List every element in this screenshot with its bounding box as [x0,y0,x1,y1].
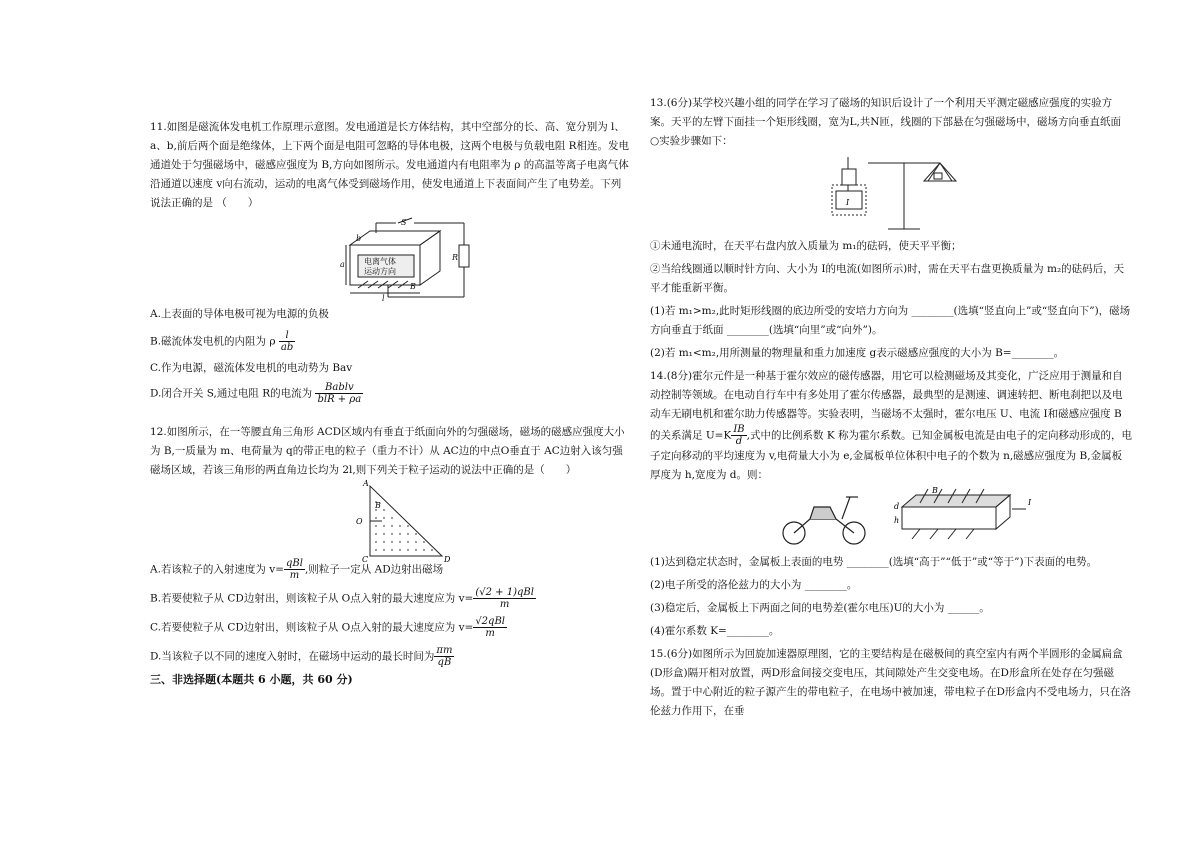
q13-step1: ①未通电流时，在天平右盘内放入质量为 m₁的砝码，使天平平衡； [650,240,962,252]
balance-figure [650,151,1132,233]
svg-text:B: B [932,486,938,495]
label-l: l [382,294,385,303]
q14-sub1: (1)达到稳定状态时，金属板上表面的电势 ________(选填“高于”“低于”或“等于”)下表面的电势。 [650,556,1098,568]
svg-text:I: I [846,198,850,207]
q11-option-d: D.闭合开关 S,通过电阻 R的电流为 $\frac{\text{Bablv}}{\text{blR + ρa}}$ [150,382,362,405]
q13-sub1: (1)若 m₁>m₂,此时矩形线圈的底边所受的安培力方向为 ________(选填“竖直向上”或“竖直向下”)，磁场方向垂直于纸面 ________(选填“向里”或“向外”)。 [650,305,1131,336]
q13-sub2: (2)若 m₁<m₂,用所测量的物理量和重力加速度 g表示磁感应强度的大小为 B=________。 [650,347,1065,359]
q14-sub3: (3)稳定后，金属板上下两面之间的电势差(霍尔电压)U的大小为 ______。 [650,602,990,614]
q12-option-b: B.若要使粒子从 CD边射出，则该粒子从 O点入射的最大速度应为 v= $\frac{\text{(√2 + 1)qBl}}{m}$ [150,587,534,610]
left-column [150,118,630,689]
label-B: B [410,282,416,291]
q12-option-d: D.当该粒子以不同的速度入射时，在磁场中运动的最长时间为 $\frac{\pi m}{qB}$ [150,645,453,668]
svg-text:d: d [894,502,900,511]
q11-option-c: C.作为电源，磁流体发电机的电动势为 Bav [150,362,353,374]
q13-stem: 13.(6分)某学校兴趣小组的同学在学习了磁场的知识后设计了一个利用天平测定磁感应强度的实验方案。天平的左臂下面挂一个矩形线圈，宽为L,共N匝，线圈的下部悬在匀强磁场中，磁场方向垂直纸面 ○实验步骤如下： [650,97,1121,147]
q11-option-b: B.磁流体发电机的内阻为 ρ $\frac{l}{ab}$ [150,330,294,353]
label-R: R [452,253,459,262]
field-dots [375,501,433,551]
label-b: b [356,234,362,243]
hall-figure [650,485,1132,551]
e-bike-icon [783,497,865,544]
svg-text:A: A [363,479,369,488]
q14-sub2: (2)电子所受的洛伦兹力的大小为 ________。 [650,579,858,591]
q14-sub4: (4)霍尔系数 K=________。 [650,625,780,637]
q12-stem: 12.如图所示，在一等腰直角三角形 ACD区域内有垂直于纸面向外的匀强磁场，磁场的磁感应强度大小为 B,一质量为 m、电荷量为 q的带正电的粒子（重力不计）从 AC边的中点O垂直于 AC边射入该匀强磁场区域，若该三角形的两直角边长均为 2l,则下列关于粒子运动的说法中正确的是（ ） [150,426,625,476]
svg-text:O: O [356,517,363,526]
section-heading: 三、非选择题(本题共 6 小题，共 60 分) [150,673,353,686]
svg-text:C: C [362,555,369,564]
svg-text:B: B [375,501,381,510]
svg-text:D: D [444,555,451,564]
label-a: a [340,260,345,269]
q11-option-a: A.上表面的导体电极可视为电源的负极 [150,308,329,320]
triangle-field-figure [150,479,630,564]
svg-text:h: h [894,516,900,525]
label-gas1: 电离气体 [364,257,396,266]
right-column [650,94,1132,721]
q11-stem: 11.如图是磁流体发电机工作原理示意图。发电通道是长方体结构，其中空部分的长、高、宽分别为 l、a、b,前后两个面是绝缘体，上下两个面是电阻可忽略的导体电极，这两个电极与负载电阻 R相连。发电通道处于匀强磁场中，磁感应强度为 B,方向如图所示。发电通道内有电阻率为 ρ 的高温等离子电离气体沿通道以速度 v向右流动，运动的电离气体受到磁场作用，使发电通道上下表面间产生了电势差。下列说法正确的是 （ ） [150,121,630,209]
q12-option-c: C.若要使粒子从 CD边射出，则该粒子从 O点入射的最大速度应为 v= $\frac{\text{√2qBl}}{m}$ [150,616,505,639]
label-gas2: 运动方向 [364,267,396,276]
q12-option-a: A.若该粒子的入射速度为 v= $\frac{\text{qBl}}{m}$ ,则粒子一定从 AD边射出磁场 [150,558,444,581]
q15-stem: 15.(6分)如图所示为回旋加速器原理图，它的主要结构是在磁极间的真空室内有两个半圆形的金属扁盒 (D形盒)隔开相对放置，两D形盒间接交变电压，其间隙处产生交变电场。在D形盒所在处存在匀强磁场。置于中心附近的粒子源产生的带电粒子，在电场中被加速，带电粒子在D形盒内不受电场力，只在洛伦兹力作用下，在垂 [650,648,1131,717]
q14-stem: 14.(8分)霍尔元件是一种基于霍尔效应的磁传感器，用它可以检测磁场及其变化，广泛应用于测量和自动控制等领域。在电动自行车中有多处用了霍尔传感器，最典型的是测速、调速转把、断电刹把以及电动车无刷电机和霍尔助力传感器等。实验表明，当磁场不太强时，霍尔电压 U、电流 I和磁感应强度 B的关系满足 U=K $\frac{IB}{d}$ ,式中的比例系数 K 称为霍尔系数。已知金属板电流是由电子的定向移动形成的，电子定向移动的平均速度为 v,电荷量大小为 e,金属板单位体积中电子的个数为 n,磁感应强度为 B,金属板厚度为 h,宽度为 d。则： [650,370,1133,481]
q13-step2: ②当给线圈通以顺时针方向、大小为 I的电流(如图所示)时，需在天平右盘更换质量为 m₂的砝码后，天平才能重新平衡。 [650,263,1125,294]
label-S: S [401,218,407,227]
mhd-generator-figure [150,215,630,303]
svg-text:I: I [1028,498,1032,507]
